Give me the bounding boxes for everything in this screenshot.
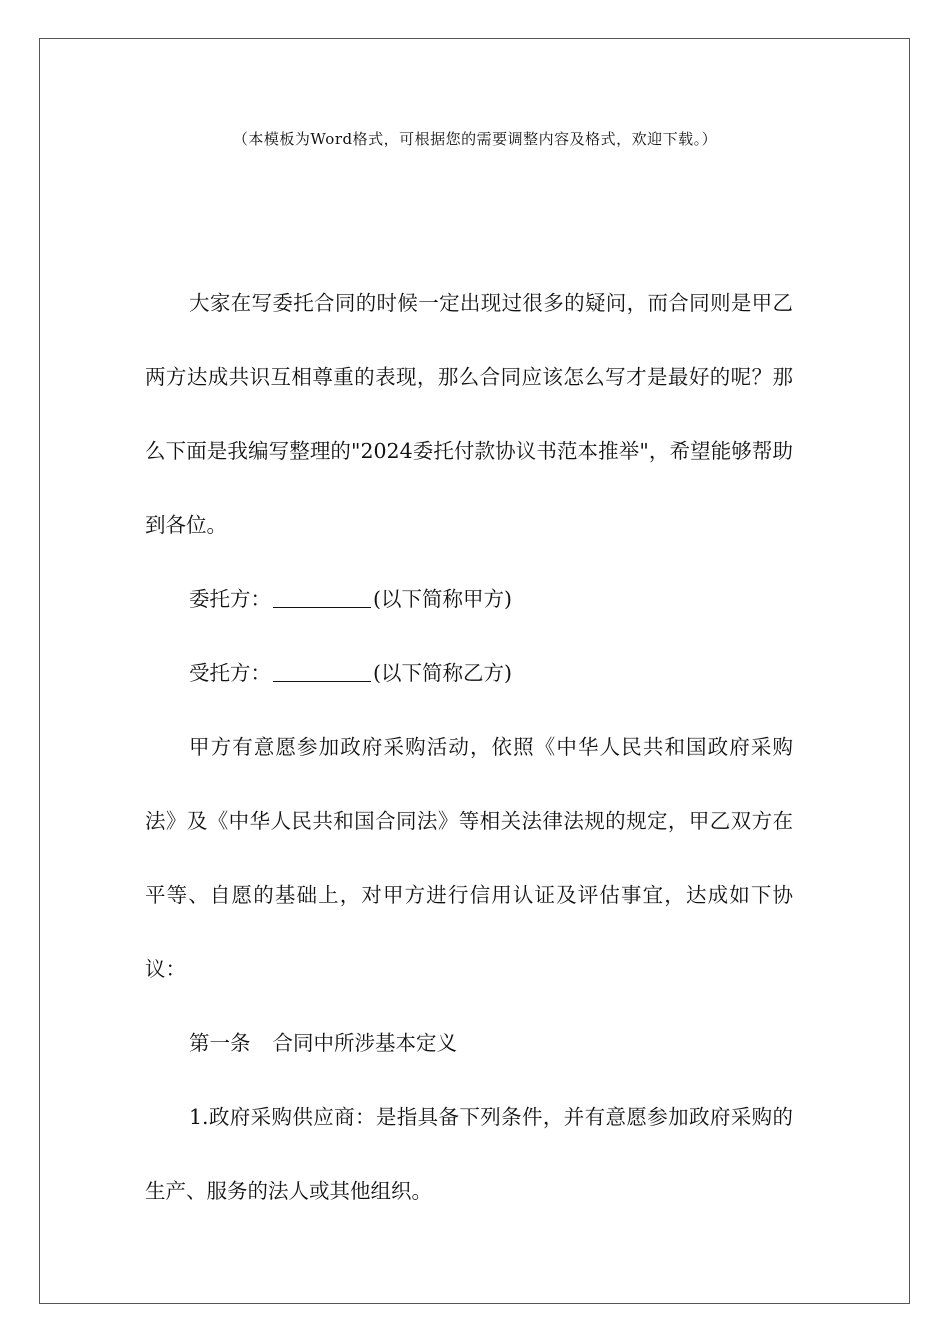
client-party-line (145, 562, 793, 636)
definition-1-paragraph: 1.政府采购供应商：是指具备下列条件，并有意愿参加政府采购的生产、服务的法人或其他组织。 (145, 1105, 793, 1203)
agent-suffix: (以下简称乙方) (373, 661, 512, 685)
client-label: 委托方： (189, 587, 271, 611)
article-title: 合同中所涉基本定义 (272, 1031, 457, 1055)
agent-party-line (145, 636, 793, 710)
article-number: 第一条 (189, 1031, 251, 1055)
intro-paragraph: 大家在写委托合同的时候一定出现过很多的疑问，而合同则是甲乙两方达成共识互相尊重的表现，那么合同应该怎么写才是最好的呢？那么下面是我编写整理的"2024委托付款协议书范本推举"，希望能够帮助到各位。 (145, 291, 793, 537)
agent-name-blank (273, 661, 371, 683)
document-body (145, 266, 793, 1228)
preamble-paragraph: 甲方有意愿参加政府采购活动，依照《中华人民共和国政府采购法》及《中华人民共和国合同法》等相关法律法规的规定，甲乙双方在平等、自愿的基础上，对甲方进行信用认证及评估事宜，达成如下协议： (145, 735, 793, 981)
template-note: （本模板为Word格式，可根据您的需要调整内容及格式，欢迎下载。） (232, 130, 718, 148)
client-suffix: (以下简称甲方) (373, 587, 512, 611)
agent-label: 受托方： (189, 661, 271, 685)
article-1-heading (145, 1006, 793, 1080)
client-name-blank (273, 587, 371, 609)
